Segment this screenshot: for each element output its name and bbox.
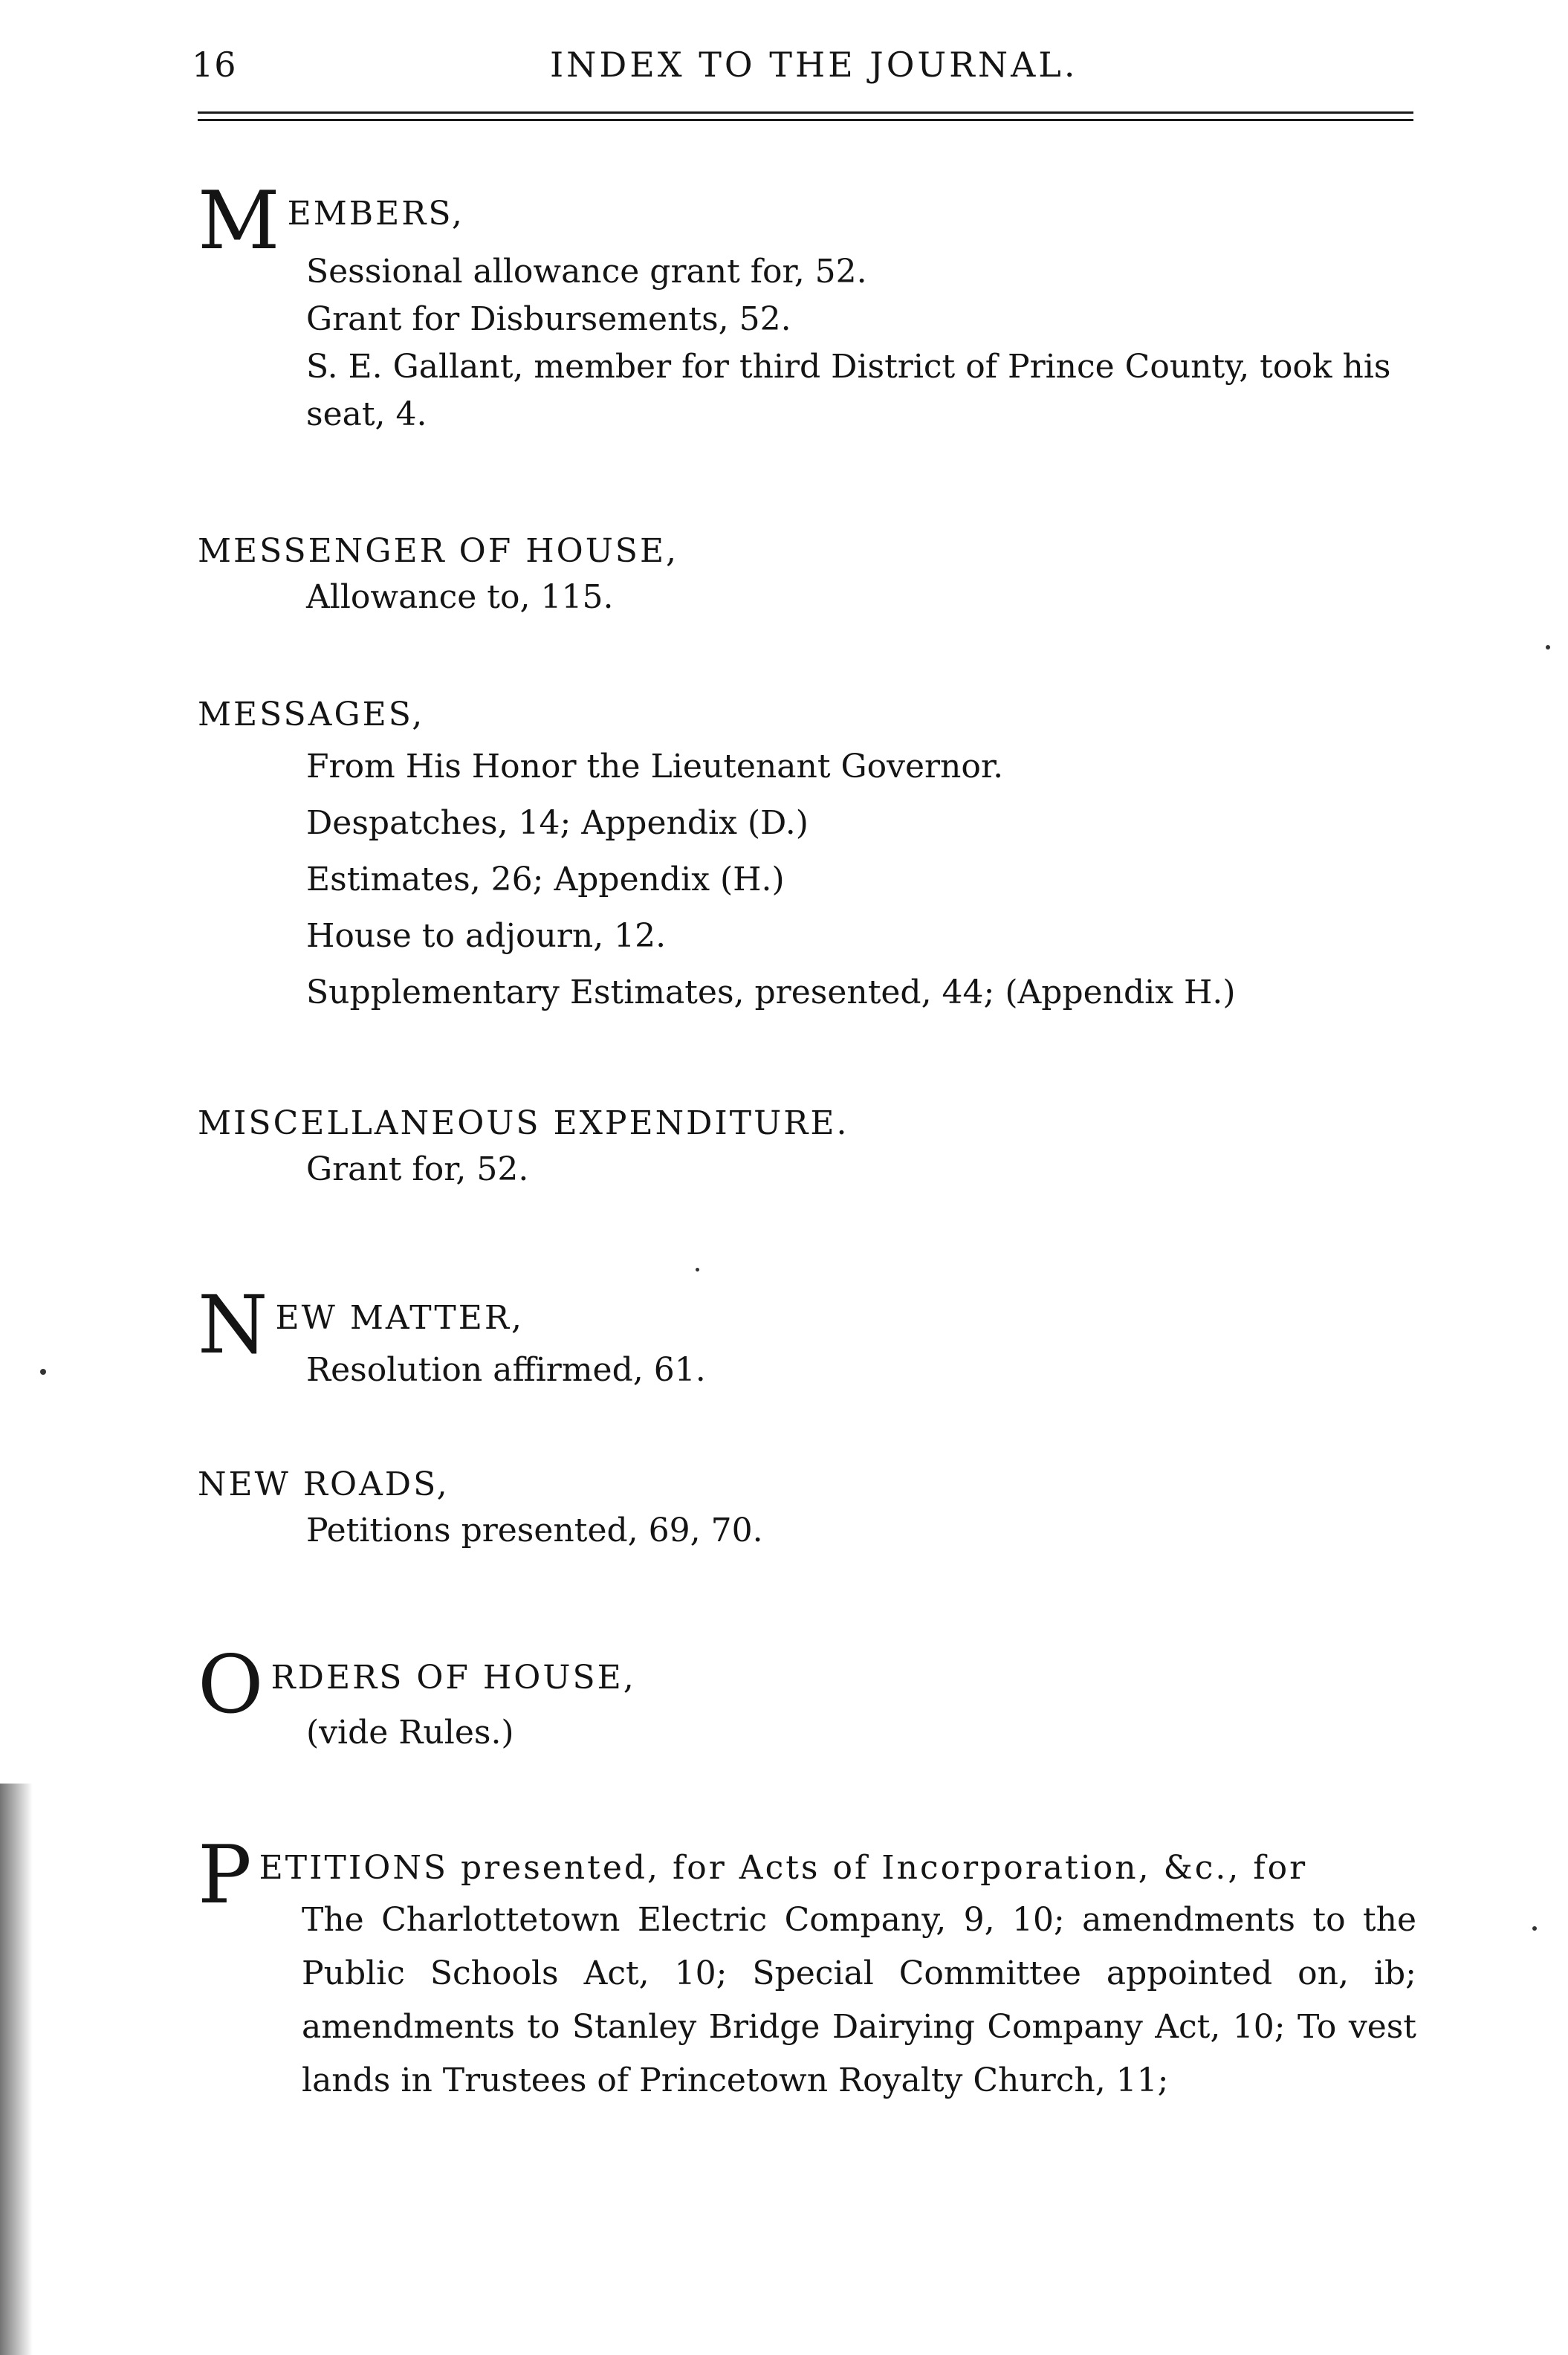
sub-entry: From His Honor the Lieutenant Governor. [306, 748, 1004, 785]
drop-cap: P [198, 1829, 252, 1922]
entry-heading: MISCELLANEOUS EXPENDITURE. [198, 1104, 849, 1142]
entry-heading: MESSAGES, [198, 696, 425, 733]
entry-heading [198, 175, 1424, 268]
entry-heading [198, 1639, 1424, 1732]
running-title: INDEX TO THE JOURNAL. [550, 45, 1078, 85]
drop-cap: M [198, 175, 280, 268]
entry-messages [198, 693, 1424, 1021]
sub-entry: Resolution affirmed, 61. [306, 1351, 706, 1389]
sub-entry: (vide Rules.) [306, 1714, 514, 1752]
entry-orders-of-house [198, 1639, 1424, 1757]
entry-messenger-of-house [198, 529, 1424, 621]
sub-entry: Petitions presented, 69, 70. [306, 1512, 763, 1549]
heading-text: RDERS OF HOUSE, [270, 1659, 636, 1697]
sub-entry: Grant for, 52. [306, 1150, 529, 1188]
header-rule-top [198, 111, 1413, 114]
sub-entry: Sessional allowance grant for, 52. [306, 253, 867, 291]
entry-new-roads [198, 1462, 1424, 1555]
petitions-body: The Charlottetown Electric Company, 9, 10; amendments to the Public Schools Act, 10; Special Committee appointed on, ib; amendments to Stanley Bridge Dairying Company Act, 10; To vest lands in Trustees of Princetown Royalty Church, 11; [302, 1901, 1416, 2099]
scan-speck [40, 1369, 46, 1375]
header-rule-bottom [198, 119, 1413, 121]
scan-speck [696, 1268, 699, 1272]
heading-text: EW MATTER, [275, 1299, 524, 1337]
scan-speck [1546, 645, 1550, 650]
entry-miscellaneous-expenditure [198, 1101, 1424, 1193]
entry-members [198, 175, 1424, 438]
sub-entry: Despatches, 14; Appendix (D.) [306, 804, 809, 842]
entry-petitions [198, 1829, 1424, 2108]
entry-new-matter [198, 1279, 1424, 1394]
sub-entry: S. E. Gallant, member for third District of Prince County, took his seat, 4. [306, 348, 1391, 433]
scan-edge-shadow [0, 1784, 33, 2355]
entry-heading: NEW ROADS, [198, 1465, 450, 1503]
heading-text: ETITIONS presented, for Acts of Incorporation, &c., for [259, 1849, 1308, 1887]
drop-cap: N [198, 1279, 268, 1372]
heading-text: EMBERS, [287, 195, 464, 233]
entry-heading: MESSENGER OF HOUSE, [198, 532, 679, 570]
scan-speck [1532, 1926, 1537, 1931]
sub-entry: Estimates, 26; Appendix (H.) [306, 861, 785, 898]
sub-entry: Supplementary Estimates, presented, 44; (Appendix H.) [306, 974, 1236, 1011]
drop-cap: O [198, 1639, 264, 1732]
entry-heading [198, 1829, 1424, 1922]
page-number: 16 [192, 45, 237, 85]
sub-entry: Grant for Disbursements, 52. [306, 300, 791, 338]
sub-entry: Allowance to, 115. [306, 578, 614, 616]
sub-entry: House to adjourn, 12. [306, 917, 667, 955]
